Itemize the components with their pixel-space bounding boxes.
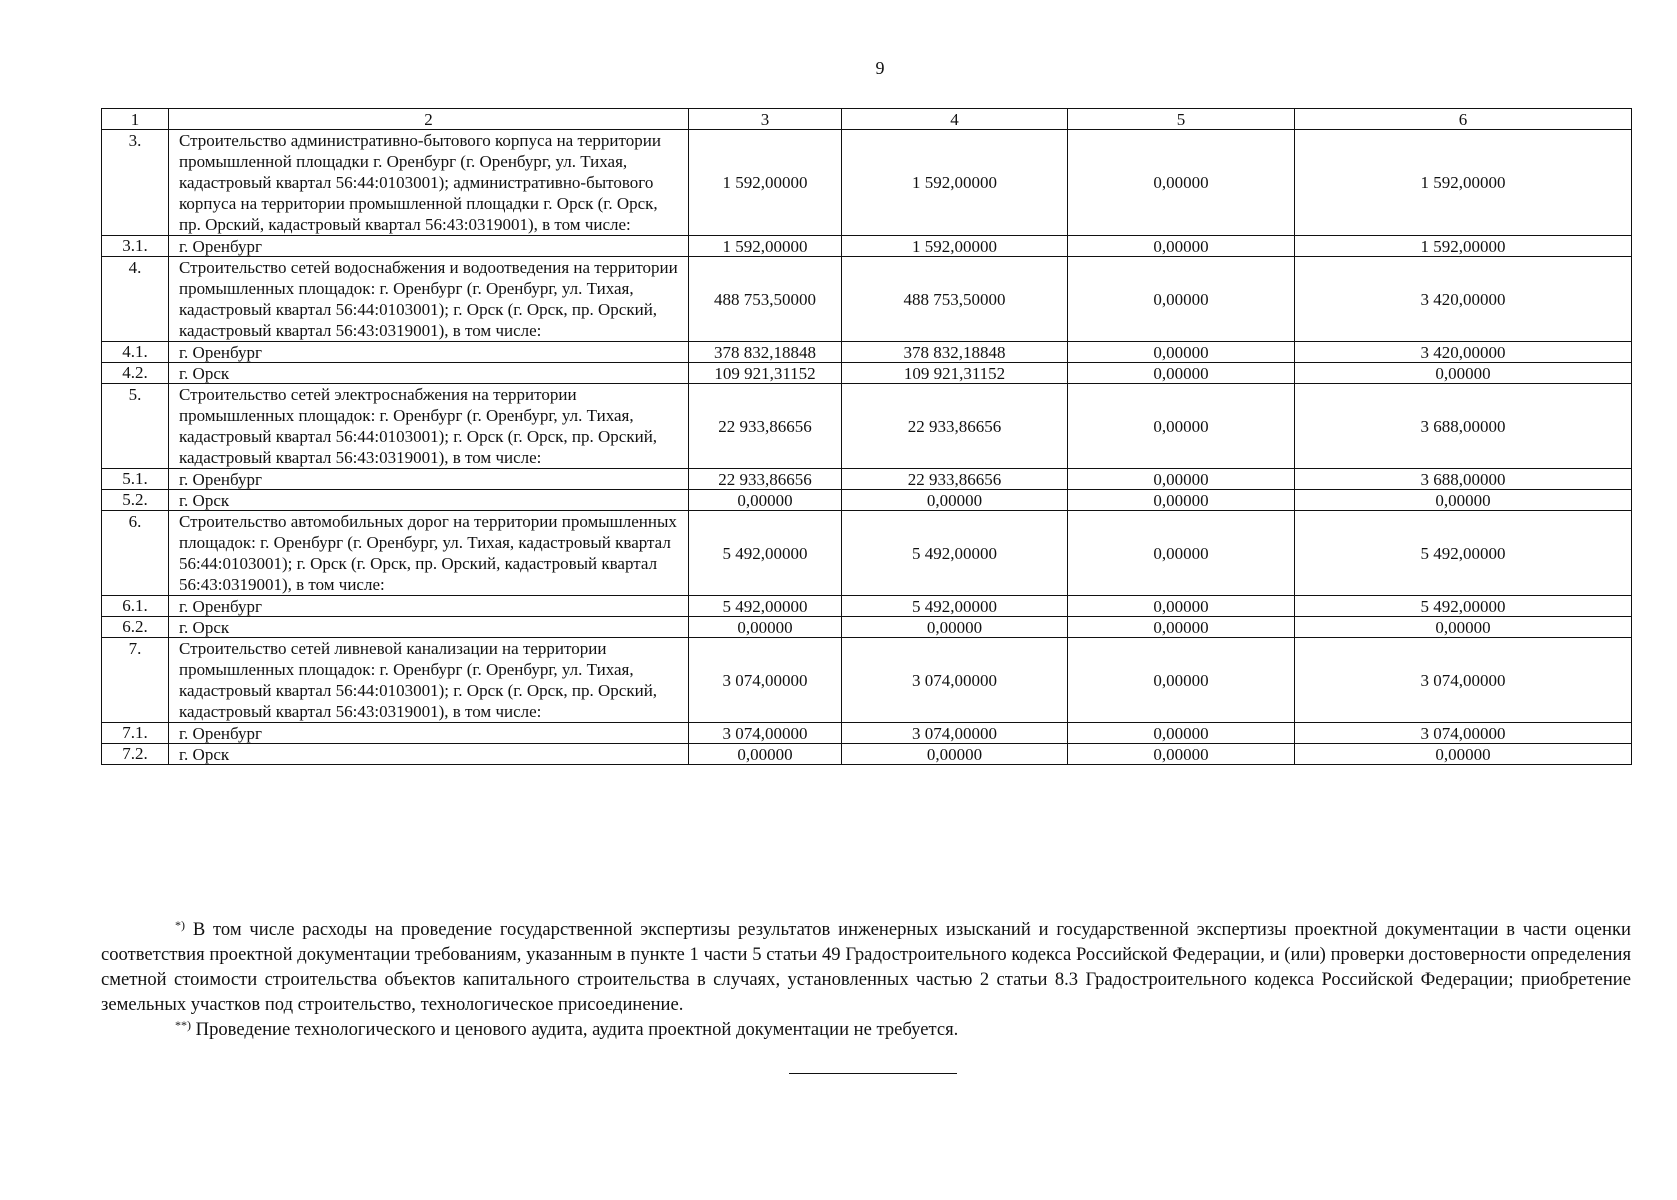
row-number: 7.2.: [102, 744, 169, 765]
table-row: [102, 744, 1632, 765]
cell-col3: 0,00000: [689, 617, 842, 638]
cell-col4: 22 933,86656: [842, 384, 1068, 469]
cell-col4: 22 933,86656: [842, 469, 1068, 490]
cell-col5: 0,00000: [1068, 130, 1295, 236]
cell-col6: 1 592,00000: [1295, 130, 1632, 236]
row-number: 5.: [102, 384, 169, 469]
table-header-row: [102, 109, 1632, 130]
cell-col6: 3 420,00000: [1295, 342, 1632, 363]
row-description: г. Орск: [169, 490, 689, 511]
footnote-1-marker: *): [175, 918, 185, 932]
cell-col6: 3 688,00000: [1295, 384, 1632, 469]
row-number: 3.: [102, 130, 169, 236]
row-description: г. Оренбург: [169, 723, 689, 744]
cell-col4: 488 753,50000: [842, 257, 1068, 342]
row-number: 6.2.: [102, 617, 169, 638]
cell-col5: 0,00000: [1068, 490, 1295, 511]
table-row: [102, 723, 1632, 744]
end-divider: [789, 1073, 957, 1074]
column-header: 1: [102, 109, 169, 130]
table-row: [102, 130, 1632, 236]
cell-col6: 3 074,00000: [1295, 723, 1632, 744]
cell-col6: 3 420,00000: [1295, 257, 1632, 342]
cell-col5: 0,00000: [1068, 384, 1295, 469]
cell-col5: 0,00000: [1068, 744, 1295, 765]
cell-col3: 5 492,00000: [689, 596, 842, 617]
row-description: г. Орск: [169, 617, 689, 638]
cell-col3: 1 592,00000: [689, 236, 842, 257]
table-row: [102, 490, 1632, 511]
row-description: г. Орск: [169, 744, 689, 765]
cell-col4: 1 592,00000: [842, 130, 1068, 236]
row-description: Строительство автомобильных дорог на территории промышленных площадок: г. Оренбург (г. Оренбург, ул. Тихая, кадастровый квартал 56:44:0103001); г. Орск (г. Орск, пр. Орский, кадастровый квартал 56:43:0319001), в том числе:: [169, 511, 689, 596]
cell-col3: 378 832,18848: [689, 342, 842, 363]
row-description: Строительство сетей водоснабжения и водоотведения на территории промышленных площадок: г. Оренбург (г. Оренбург, ул. Тихая, кадастровый квартал 56:44:0103001); г. Орск (г. Орск, пр. Орский, кадастровый квартал 56:43:0319001), в том числе:: [169, 257, 689, 342]
footnote-1: [101, 917, 1631, 1017]
cell-col3: 5 492,00000: [689, 511, 842, 596]
cell-col6: 0,00000: [1295, 617, 1632, 638]
table-row: [102, 384, 1632, 469]
row-description: Строительство административно-бытового корпуса на территории промышленной площадки г. Оренбург (г. Оренбург, ул. Тихая, кадастровый квартал 56:44:0103001); административно-бытового корпуса на территории промышленной площадки г. Орск (г. Орск, пр. Орский, кадастровый квартал 56:43:0319001), в том числе:: [169, 130, 689, 236]
table-row: [102, 617, 1632, 638]
cell-col5: 0,00000: [1068, 342, 1295, 363]
cell-col5: 0,00000: [1068, 596, 1295, 617]
cell-col5: 0,00000: [1068, 236, 1295, 257]
cell-col5: 0,00000: [1068, 257, 1295, 342]
column-header: 5: [1068, 109, 1295, 130]
footnote-2-marker: **): [175, 1018, 191, 1032]
row-number: 7.1.: [102, 723, 169, 744]
footnote-1-text: В том числе расходы на проведение государственной экспертизы результатов инженерных изысканий и государственной экспертизы проектной документации в части оценки соответствия проектной документации требованиям, указанным в пункте 1 части 5 статьи 49 Градостроительного кодекса Российской Федерации, и (или) проверки достоверности определения сметной стоимости строительства объектов капитального строительства в случаях, установленных частью 2 статьи 8.3 Градостроительного кодекса Российской Федерации; приобретение земельных участков под строительство, технологическое присоединение.: [101, 919, 1631, 1015]
cell-col6: 3 074,00000: [1295, 638, 1632, 723]
footnote-2: [101, 1017, 1631, 1042]
cell-col3: 0,00000: [689, 744, 842, 765]
cell-col4: 378 832,18848: [842, 342, 1068, 363]
row-description: г. Оренбург: [169, 469, 689, 490]
cell-col3: 22 933,86656: [689, 384, 842, 469]
cell-col4: 3 074,00000: [842, 723, 1068, 744]
row-description: г. Орск: [169, 363, 689, 384]
table-row: [102, 596, 1632, 617]
cell-col5: 0,00000: [1068, 723, 1295, 744]
row-number: 6.1.: [102, 596, 169, 617]
row-number: 4.: [102, 257, 169, 342]
cell-col6: 3 688,00000: [1295, 469, 1632, 490]
table-row: [102, 363, 1632, 384]
cell-col3: 22 933,86656: [689, 469, 842, 490]
cell-col3: 3 074,00000: [689, 723, 842, 744]
cell-col6: 0,00000: [1295, 744, 1632, 765]
table-row: [102, 511, 1632, 596]
row-description: Строительство сетей электроснабжения на территории промышленных площадок: г. Оренбург (г. Оренбург, ул. Тихая, кадастровый квартал 56:44:0103001); г. Орск (г. Орск, пр. Орский, кадастровый квартал 56:43:0319001), в том числе:: [169, 384, 689, 469]
table-row: [102, 257, 1632, 342]
row-number: 3.1.: [102, 236, 169, 257]
row-description: г. Оренбург: [169, 236, 689, 257]
table-row: [102, 469, 1632, 490]
cell-col4: 0,00000: [842, 490, 1068, 511]
cell-col3: 0,00000: [689, 490, 842, 511]
table-row: [102, 236, 1632, 257]
footnote-2-text: Проведение технологического и ценового аудита, аудита проектной документации не требуется.: [195, 1019, 959, 1040]
column-header: 2: [169, 109, 689, 130]
row-description: г. Оренбург: [169, 596, 689, 617]
cell-col4: 3 074,00000: [842, 638, 1068, 723]
cell-col6: 5 492,00000: [1295, 511, 1632, 596]
cell-col4: 5 492,00000: [842, 596, 1068, 617]
table-row: [102, 342, 1632, 363]
cell-col5: 0,00000: [1068, 469, 1295, 490]
cell-col4: 1 592,00000: [842, 236, 1068, 257]
cell-col3: 109 921,31152: [689, 363, 842, 384]
row-description: Строительство сетей ливневой канализации на территории промышленных площадок: г. Оренбург (г. Оренбург, ул. Тихая, кадастровый квартал 56:44:0103001); г. Орск (г. Орск, пр. Орский, кадастровый квартал 56:43:0319001), в том числе:: [169, 638, 689, 723]
row-description: г. Оренбург: [169, 342, 689, 363]
cell-col4: 5 492,00000: [842, 511, 1068, 596]
cell-col5: 0,00000: [1068, 511, 1295, 596]
cell-col3: 3 074,00000: [689, 638, 842, 723]
footnotes: [101, 917, 1631, 1042]
cell-col6: 1 592,00000: [1295, 236, 1632, 257]
row-number: 4.2.: [102, 363, 169, 384]
cell-col5: 0,00000: [1068, 617, 1295, 638]
row-number: 5.2.: [102, 490, 169, 511]
row-number: 6.: [102, 511, 169, 596]
cell-col6: 0,00000: [1295, 490, 1632, 511]
row-number: 4.1.: [102, 342, 169, 363]
cell-col3: 1 592,00000: [689, 130, 842, 236]
cell-col3: 488 753,50000: [689, 257, 842, 342]
cell-col4: 0,00000: [842, 744, 1068, 765]
cell-col6: 0,00000: [1295, 363, 1632, 384]
cell-col4: 109 921,31152: [842, 363, 1068, 384]
column-header: 3: [689, 109, 842, 130]
cell-col5: 0,00000: [1068, 363, 1295, 384]
row-number: 5.1.: [102, 469, 169, 490]
cell-col4: 0,00000: [842, 617, 1068, 638]
table-row: [102, 638, 1632, 723]
cell-col6: 5 492,00000: [1295, 596, 1632, 617]
column-header: 4: [842, 109, 1068, 130]
cost-table: [101, 108, 1632, 765]
page-number: 9: [875, 58, 885, 78]
cell-col5: 0,00000: [1068, 638, 1295, 723]
row-number: 7.: [102, 638, 169, 723]
column-header: 6: [1295, 109, 1632, 130]
